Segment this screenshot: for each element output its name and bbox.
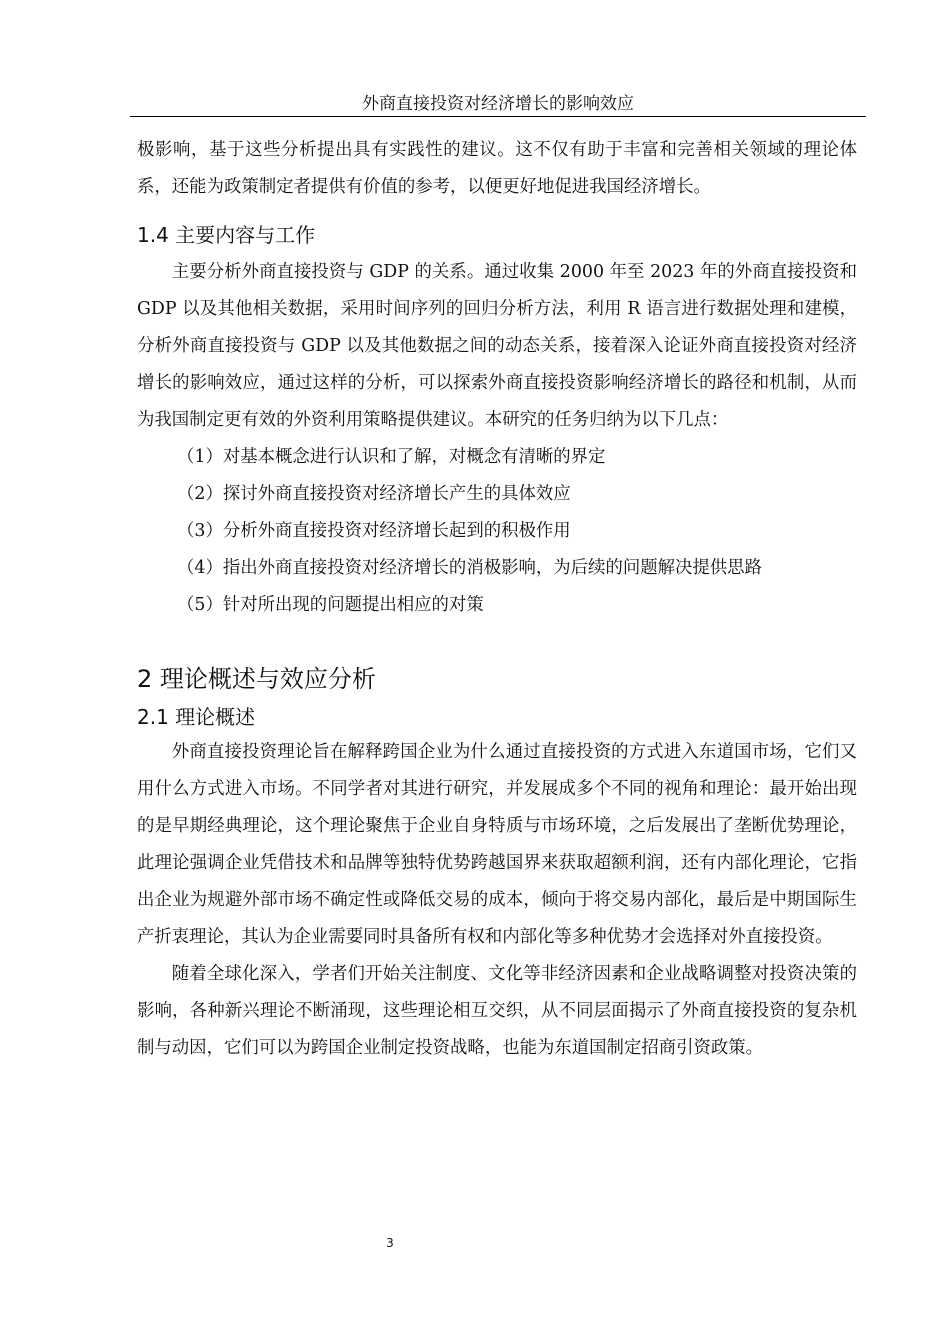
list-item: （3）分析外商直接投资对经济增长起到的积极作用 — [177, 521, 571, 541]
header-rule — [130, 116, 866, 117]
list-item: （4）指出外商直接投资对经济增长的消极影响，为后续的问题解决提供思路 — [177, 558, 762, 578]
running-header: 外商直接投资对经济增长的影响效应 — [362, 94, 634, 114]
section-heading-1-4: 1.4 主要内容与工作 — [137, 223, 316, 247]
section-2-1-paragraph-1: 外商直接投资理论旨在解释跨国企业为什么通过直接投资的方式进入东道国市场，它们又用什么方式进入市场。不同学者对其进行研究，并发展成多个不同的视角和理论：最开始出现的是早期经典理论，这个理论聚焦于企业自身特质与市场环境，之后发展出了垄断优势理论，此理论强调企业凭借技术和品牌等独特优势跨越国界来获取超额利润，还有内部化理论，它指出企业为规避外部市场不确定性或降低交易的成本，倾向于将交易内部化，最后是中期国际生产折衷理论，其认为企业需要同时具备所有权和内部化等多种优势才会选择对外直接投资。 — [137, 742, 857, 947]
list-item: （2）探讨外商直接投资对经济增长产生的具体效应 — [177, 484, 571, 504]
page-number: 3 — [386, 1236, 394, 1250]
intro-continuation: 极影响，基于这些分析提出具有实践性的建议。这不仅有助于丰富和完善相关领域的理论体系，还能为政策制定者提供有价值的参考，以便更好地促进我国经济增长。 — [137, 140, 857, 197]
section-2-1-paragraph-2: 随着全球化深入，学者们开始关注制度、文化等非经济因素和企业战略调整对投资决策的影响，各种新兴理论不断涌现，这些理论相互交织，从不同层面揭示了外商直接投资的复杂机制与动因，它们可以为跨国企业制定投资战略，也能为东道国制定招商引资政策。 — [137, 964, 857, 1058]
list-item: （1）对基本概念进行认识和了解，对概念有清晰的界定 — [177, 447, 606, 467]
section-heading-2-1: 2.1 理论概述 — [137, 705, 256, 729]
chapter-heading-2: 2 理论概述与效应分析 — [137, 665, 376, 693]
page-content — [137, 130, 857, 1067]
list-item: （5）针对所出现的问题提出相应的对策 — [177, 595, 484, 615]
task-list — [137, 439, 857, 624]
section-1-4-paragraph: 主要分析外商直接投资与 GDP 的关系。通过收集 2000 年至 2023 年的外商直接投资和 GDP 以及其他相关数据，采用时间序列的回归分析方法，利用 R 语言进行数据处理和建模，分析外商直接投资与 GDP 以及其他数据之间的动态关系，接着深入论证外商直接投资对经济增长的影响效应，通过这样的分析，可以探索外商直接投资影响经济增长的路径和机制，从而为我国制定更有效的外资利用策略提供建议。本研究的任务归纳为以下几点： — [137, 262, 857, 430]
